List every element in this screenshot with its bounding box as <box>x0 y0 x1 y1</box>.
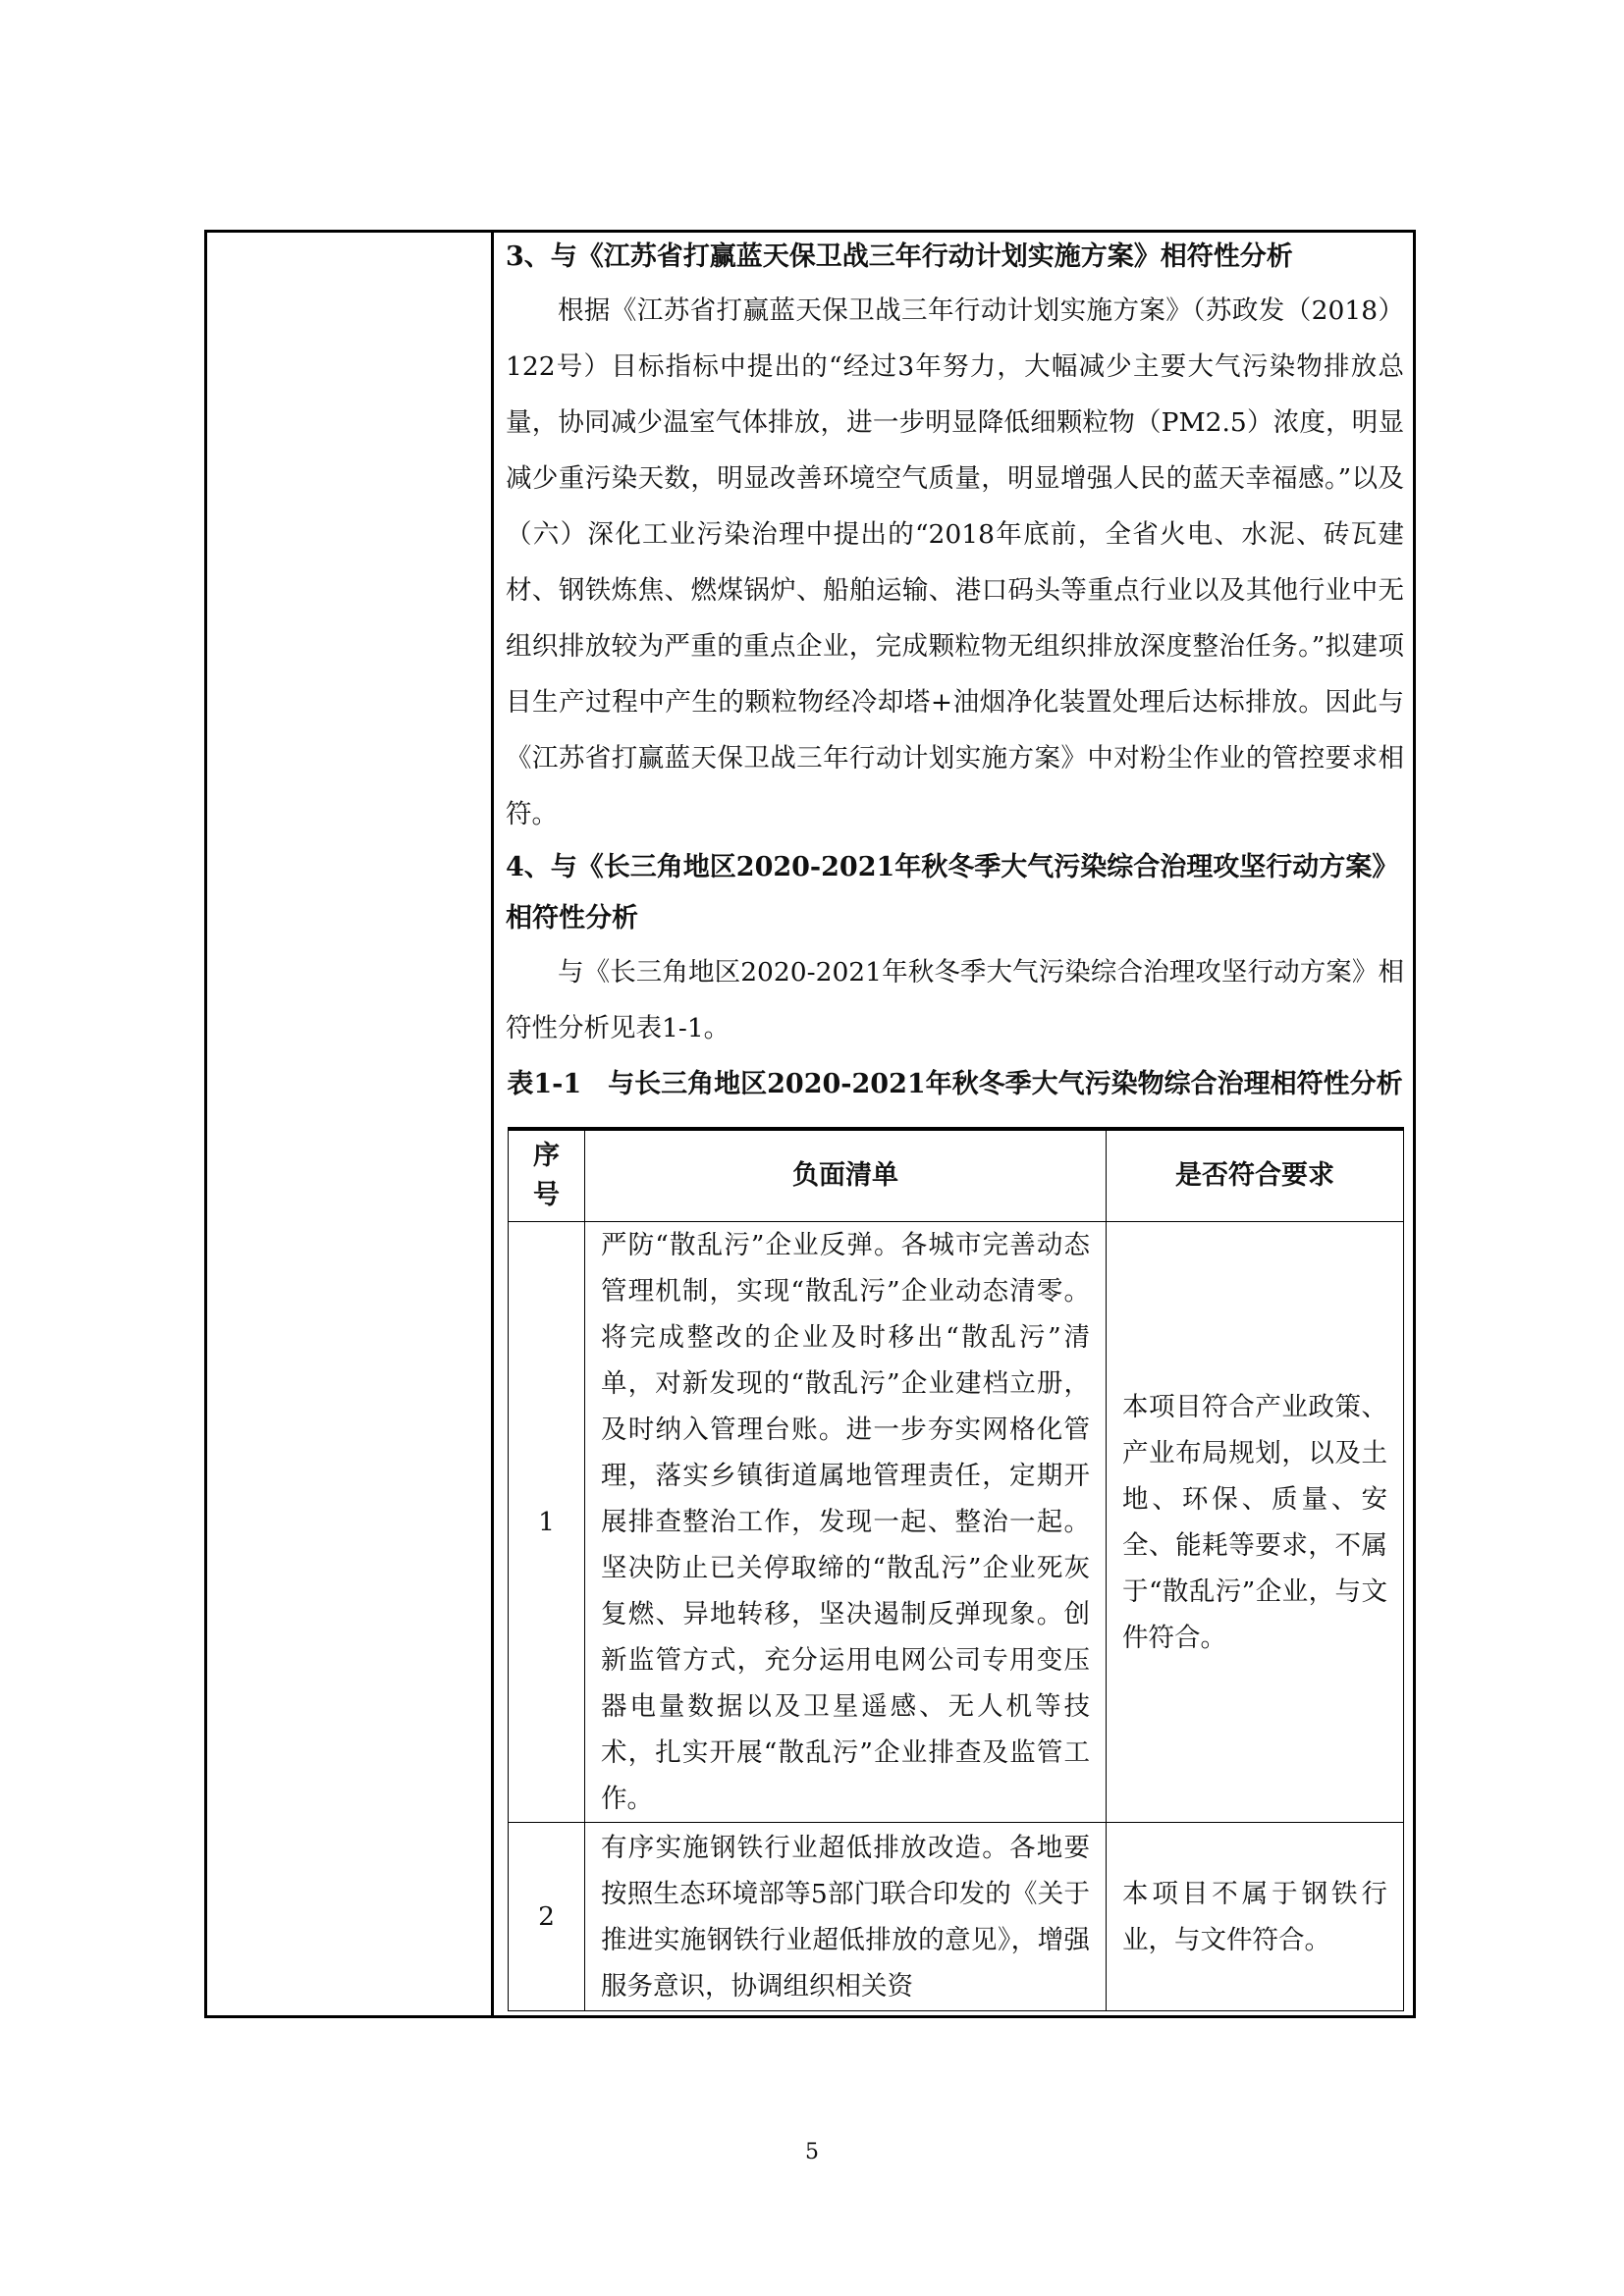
header-num: 序号 <box>509 1129 585 1222</box>
right-column-content <box>506 230 1404 1109</box>
compliance-table-wrapper <box>508 1127 1403 2011</box>
section-4-paragraph: 与《长三角地区2020-2021年秋冬季大气污染综合治理攻坚行动方案》相符性分析见表1-1。 <box>506 957 1404 1043</box>
table-row <box>509 1823 1404 2011</box>
row-result: 本项目不属于钢铁行业，与文件符合。 <box>1107 1823 1404 2011</box>
compliance-table <box>508 1127 1404 2011</box>
row-num: 1 <box>509 1222 585 1823</box>
row-result: 本项目符合产业政策、产业布局规划，以及土地、环保、质量、安全、能耗等要求，不属于“散乱污”企业，与文件符合。 <box>1107 1222 1404 1823</box>
table-row <box>509 1222 1404 1823</box>
row-requirement: 严防“散乱污”企业反弹。各城市完善动态管理机制，实现“散乱污”企业动态清零。将完成整改的企业及时移出“散乱污”清单，对新发现的“散乱污”企业建档立册，及时纳入管理台账。进一步夯实网格化管理，落实乡镇街道属地管理责任，定期开展排查整治工作，发现一起、整治一起。坚决防止已关停取缔的“散乱污”企业死灰复燃、异地转移，坚决遏制反弹现象。创新监管方式，充分运用电网公司专用变压器电量数据以及卫星遥感、无人机等技术，扎实开展“散乱污”企业排查及监管工作。 <box>585 1222 1107 1823</box>
table-header-row <box>509 1129 1404 1222</box>
header-result: 是否符合要求 <box>1107 1129 1404 1222</box>
table-caption: 表1-1 与长三角地区2020-2021年秋冬季大气污染物综合治理相符性分析 <box>507 1069 1403 1099</box>
page-number: 5 <box>805 2140 819 2164</box>
section-3-paragraph: 根据《江苏省打赢蓝天保卫战三年行动计划实施方案》（苏政发（2018）122号）目标指标中提出的“经过3年努力，大幅减少主要大气污染物排放总量，协同减少温室气体排放，进一步明显降低细颗粒物（PM2.5）浓度，明显减少重污染天数，明显改善环境空气质量，明显增强人民的蓝天幸福感。”以及（六）深化工业污染治理中提出的“2018年底前，全省火电、水泥、砖瓦建材、钢铁炼焦、燃煤锅炉、船舶运输、港口码头等重点行业以及其他行业中无组织排放较为严重的重点企业，完成颗粒物无组织排放深度整治任务。”拟建项目生产过程中产生的颗粒物经冷却塔+油烟净化装置处理后达标排放。因此与《江苏省打赢蓝天保卫战三年行动计划实施方案》中对粉尘作业的管控要求相符。 <box>506 295 1404 829</box>
section-4-heading: 4、与《长三角地区2020-2021年秋冬季大气污染综合治理攻坚行动方案》相符性分析 <box>506 852 1399 934</box>
left-column-divider <box>491 230 494 2018</box>
section-3-heading: 3、与《江苏省打赢蓝天保卫战三年行动计划实施方案》相符性分析 <box>506 241 1293 272</box>
row-num: 2 <box>509 1823 585 2011</box>
row-requirement: 有序实施钢铁行业超低排放改造。各地要按照生态环境部等5部门联合印发的《关于推进实施钢铁行业超低排放的意见》，增强服务意识，协调组织相关资 <box>585 1823 1107 2011</box>
header-requirement: 负面清单 <box>585 1129 1107 1222</box>
